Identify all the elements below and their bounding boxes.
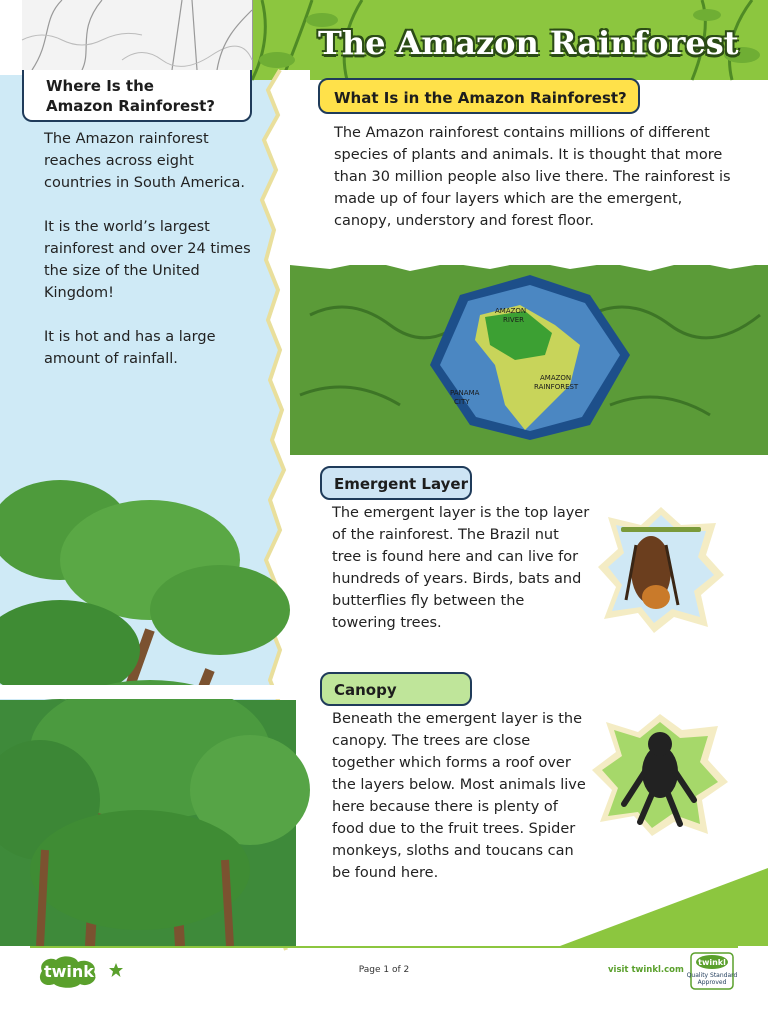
where-heading-line2: Amazon Rainforest? bbox=[46, 97, 215, 115]
emergent-text: The emergent layer is the top layer of the rainforest. The Brazil nut tree is found here and can live for hundreds of years. Birds, bats and butterflies fly between the towering trees. bbox=[332, 505, 590, 631]
where-paragraph: The Amazon rainforest reaches across eight countries in South America. bbox=[44, 131, 245, 191]
canopy-foliage-corner bbox=[560, 868, 768, 946]
emergent-heading: Emergent Layer bbox=[320, 466, 472, 500]
rainforest-map-illustration bbox=[290, 255, 768, 460]
twinkl-logo[interactable] bbox=[36, 954, 100, 988]
where-paragraph: It is hot and has a large amount of rainfall. bbox=[44, 329, 216, 367]
map-label-forest-1: AMAZON bbox=[540, 374, 572, 382]
badge-line2: Quality Standard bbox=[686, 972, 738, 979]
rainforest-trees-illustration bbox=[0, 470, 296, 946]
map-label-forest-2: RAINFOREST bbox=[534, 383, 579, 391]
what-text: The Amazon rainforest contains millions of different species of plants and animals. It is thought that more than 30 million people also live there. The rainforest is made up of four layers which are the emergent, canopy, understory and forest floor. bbox=[334, 125, 731, 229]
map-label-panama-1: PANAMA bbox=[450, 389, 480, 397]
sketch-trees-icon bbox=[22, 0, 252, 70]
page-number: Page 1 of 2 bbox=[358, 965, 410, 975]
map-label-river-1: AMAZON bbox=[495, 307, 527, 315]
bat-illustration bbox=[596, 505, 726, 635]
sketch-illustration bbox=[22, 0, 253, 70]
where-heading-line1: Where Is the bbox=[46, 77, 154, 95]
star-icon bbox=[108, 962, 124, 978]
canopy-heading: Canopy bbox=[320, 672, 472, 706]
badge-line1: twinkl bbox=[698, 958, 726, 967]
badge-line3: Approved bbox=[697, 979, 727, 986]
visit-link[interactable]: visit twinkl.com bbox=[608, 965, 684, 975]
quality-badge-icon bbox=[686, 952, 738, 990]
map-label-panama-2: CITY bbox=[454, 398, 470, 406]
footer-divider bbox=[30, 946, 738, 948]
canopy-text: Beneath the emergent layer is the canopy. The trees are close together which forms a roof over the layers below. Most animals live here because there is plenty of food due to the fruit trees. Spider monkeys, sloths and toucans can be found here. bbox=[332, 711, 586, 881]
page-title: The Amazon Rainforest bbox=[318, 24, 739, 62]
map-label-river-2: RIVER bbox=[503, 316, 525, 324]
what-heading: What Is in the Amazon Rainforest? bbox=[318, 78, 640, 114]
where-paragraph: It is the world’s largest rainforest and over 24 times the size of the United Kingdom! bbox=[44, 219, 251, 301]
logo-text: twinkl bbox=[44, 962, 100, 981]
where-heading bbox=[22, 70, 252, 122]
where-text bbox=[44, 128, 264, 392]
spider-monkey-illustration bbox=[590, 712, 730, 838]
